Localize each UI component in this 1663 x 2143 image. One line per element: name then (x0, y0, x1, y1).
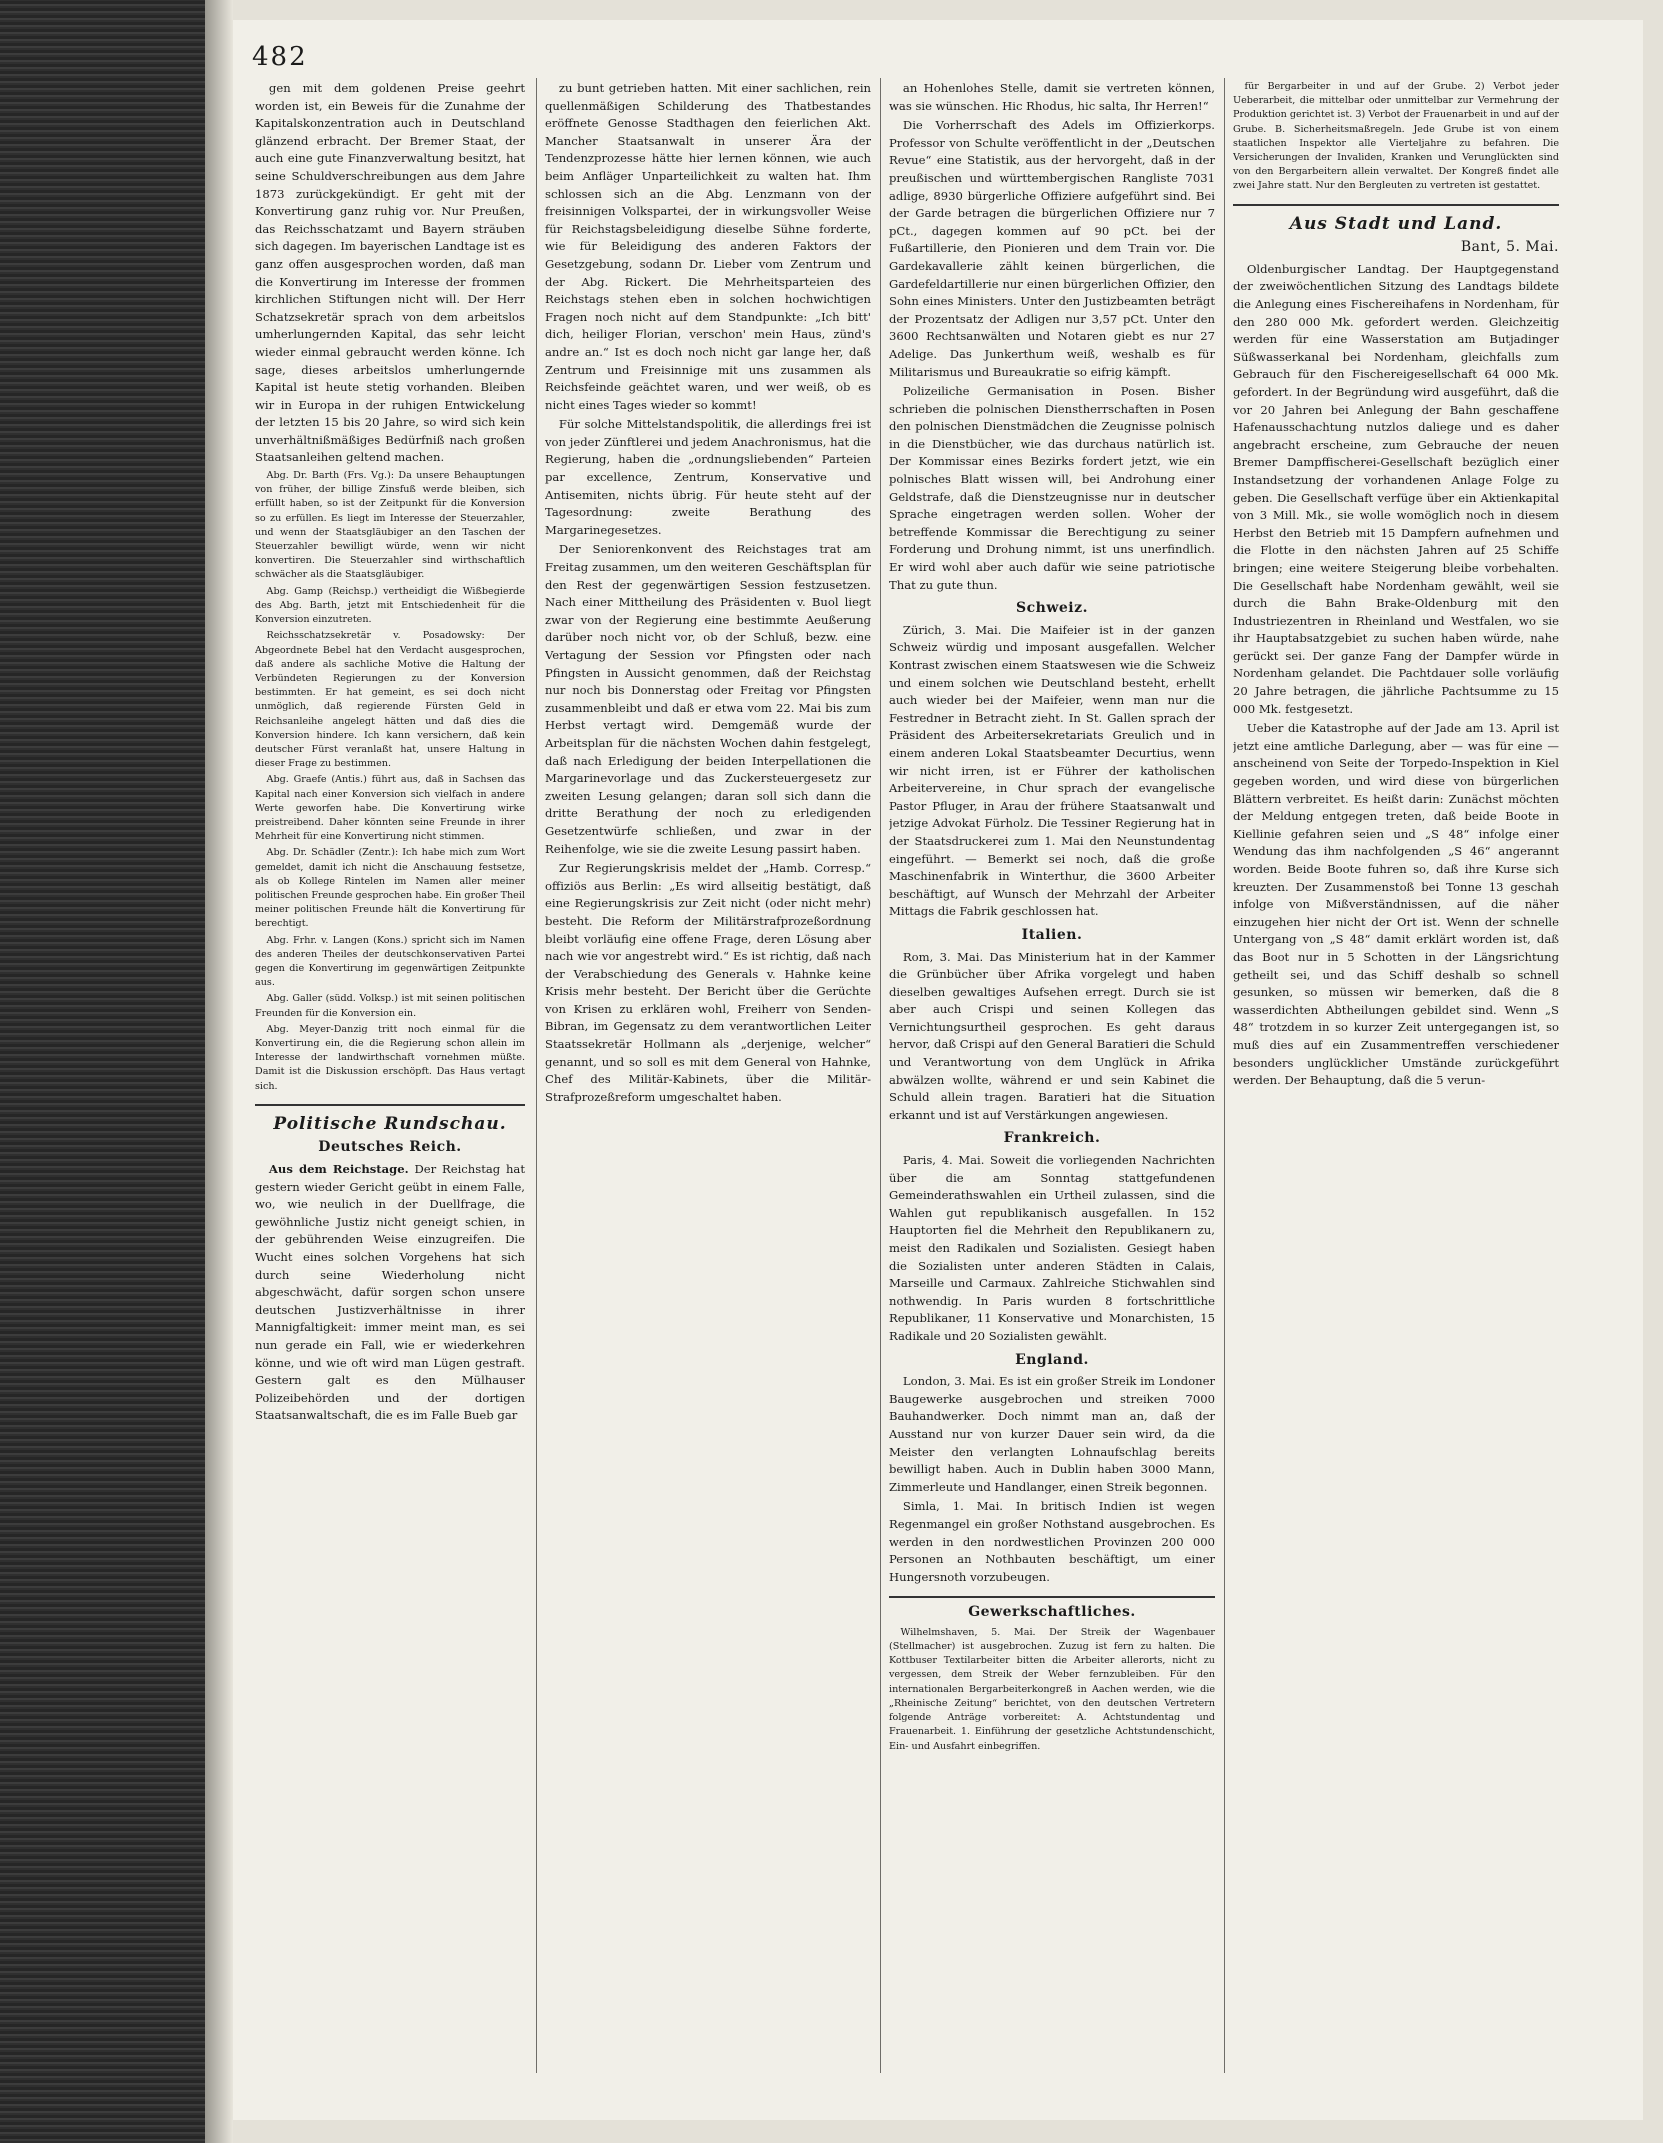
col1-lead-paragraph (255, 1161, 525, 1425)
col2-paragraph: Zur Regierungskrisis meldet der „Hamb. Corresp.“ offiziös aus Berlin: „Es wird allseitig bestätigt, daß eine Regierungskrisis zur Zeit nicht (oder nicht mehr) besteht. Die Reform der Militärstrafprozeßordnung bleibt vorläufig eine offene Frage, deren Lösung aber nach wie vor angestrebt wird.“ Es ist richtig, daß nach der Verabschiedung des Generals v. Hahnke keine Krisis mehr besteht. Der Bericht über die Gerüchte von Krisen zu erklären wohl, Freiherr von Senden-Bibran, im Gegensatz zu dem verantwortlichen Leiter Staatssekretär Hollmann als „derjenige, welcher“ genannt, und so soll es mit dem General von Hahnke, Chef des Militär-Kabinets, über die Militär-Strafprozeßreform umgeschaltet haben. (545, 861, 871, 1104)
subsection-title-england: England. (1015, 1351, 1089, 1368)
page-number: 482 (252, 42, 308, 72)
col3-paragraph: Polizeiliche Germanisation in Posen. Bisher schrieben die polnischen Dienstherrschaften in Posen den polnischen Dienstmädchen die Zeugnisse polnisch in die Dienstbücher, wie das durchaus natürlich ist. Der Kommissar eines Bezirks fordert jetzt, wie ein polnisches Blatt wissen will, bei Androhung einer Geldstrafe, daß die Dienstzeugnisse nur in deutscher Sprache eingetragen werden sollen. Woher der betreffende Kommissar die Berechtigung zu seiner Forderung und Drohung nimmt, ist uns unerfindlich. Er wird wohl aber auch dafür wie seine patriotische That zu gute thun. (889, 384, 1215, 592)
section-title-politische-rundschau: Politische Rundschau. (273, 1113, 507, 1134)
column-rule (1224, 78, 1225, 2073)
lead-text: Aus dem Reichstage. (268, 1161, 409, 1176)
section-title-aus-stadt-und-land: Aus Stadt und Land. (1289, 213, 1503, 234)
col3-paragraph: Wilhelmshaven, 5. Mai. Der Streik der Wagenbauer (Stellmacher) ist ausgebrochen. Zuzug ist fern zu halten. Die Kottbuser Textilarbeiter bitten die Arbeiter allerorts, nicht zu vergessen, dem Streik der Weber fernzubleiben. Für den internationalen Bergarbeiterkongreß in Aachen werden, wie die „Rheinische Zeitung“ berichtet, von den deutschen Vertretern folgende Anträge vorbereitet: A. Achtstundentag und Frauenarbeit. 1. Einführung der gesetzliche Achtstundenschicht, Ein- und Ausfahrt einbegriffen. (889, 1626, 1215, 1752)
col1-paragraph: Abg. Galler (südd. Volksp.) ist mit seinen politischen Freunden für die Konversion ein. (255, 993, 525, 1019)
column-1 (255, 80, 525, 2070)
column-2 (545, 80, 871, 2070)
binding-shadow (205, 0, 233, 2143)
subsection-title-italien: Italien. (1021, 926, 1083, 943)
col3-paragraph: Zürich, 3. Mai. Die Maifeier ist in der ganzen Schweiz würdig und imposant ausgefallen. Welcher Kontrast zwischen einem Staatswesen wie die Schweiz und einem solchen wie Deutschland besteht, erhellt auch wieder bei der Maifeier, wenn man nur die Festredner in Betracht zieht. In St. Gallen sprach der Präsident des Arbeitersekretariats Greulich und in einem anderen Lokal Staatsbeamter Decurtius, wenn wir nicht irren, ist er Führer der katholischen Arbeitervereine, in Chur sprach der evangelische Pastor Pfluger, in Arau der frühere Staatsanwalt und jetzige Advokat Fürholz. Die Tessiner Regierung hat in der Staatsdruckerei zum 1. Mai den Neunstundentag eingeführt. — Bemerkt sei noch, daß die große Maschinenfabrik in Winterthur, die 3600 Arbeiter beschäftigt, auf Wunsch der Mehrzahl der Arbeiter Mittags die Fabrik geschlossen hat. (889, 622, 1215, 919)
col4-paragraph: Ueber die Katastrophe auf der Jade am 13. April ist jetzt eine amtliche Darlegung, aber — was für eine — anscheinend von Seite der Torpedo-Inspektion in Kiel gegeben worden, und wird diese von bürgerlichen Blättern verbreitet. Es heißt darin: Zunächst möchten der Meldung entgegen treten, daß beide Boote in Kiellinie gefahren seien und „S 48“ infolge einer Wendung das ihm nachfolgenden „S 46“ angerannt worden. Beide Boote fuhren so, daß ihre Kurse sich kreuzten. Der Zusammenstoß bei Tonne 13 geschah infolge von Mißverständnissen, auf die näher einzugehen hier nicht der Ort ist. Wenn der schnelle Untergang von „S 48“ damit erklärt worden ist, daß das Boot nur in 5 Schotten in der Längsrichtung getheilt sei, und das Schiff deshalb so schnell gesunken, so müssen wir bemerken, daß die 8 wasserdichten Abtheilungen gebildet sind. Wenn „S 48“ trotzdem in so kurzer Zeit untergegangen ist, so muß dies auf ein Zusammentreffen verschiedener besonders unglücklicher Umstände zurückgeführt werden. Der Behauptung, daß die 5 verun- (1233, 721, 1559, 1088)
col4-paragraph: für Bergarbeiter in und auf der Grube. 2) Verbot jeder Ueberarbeit, die mittelbar oder unmittelbar zur Vermehrung der Produktion gerichtet ist. 3) Verbot der Frauenarbeit in und auf der Grube. B. Sicherheitsmaßregeln. Jede Grube ist von einem staatlichen Inspektor alle Vierteljahre zu befahren. Die Versicherungen der Invaliden, Kranken und Verunglückten sind von den Bergarbeitern allein verwaltet. Der Kongreß findet alle zwei Jahre statt. Nur den Bergleuten zu vertreten ist gestattet. (1233, 81, 1559, 192)
col4-paragraph: Oldenburgischer Landtag. Der Hauptgegenstand der zweiwöchentlichen Sitzung des Landtags bildete die Anlegung eines Fischereihafens in Nordenham, für den 280 000 Mk. gefordert werden. Gleichzeitig werden für eine Wasserstation am Butjadinger Süßwasserkanal bei Nordenham, gleichfalls zum Gebrauch für den Fischereigesellschaft 64 000 Mk. gefordert. In der Begründung wird ausgeführt, daß die vor 20 Jahren bei Anlegung der Bahn geschaffene Hafenausschachtung nutzlos daliege und es daher angebracht erscheine, zum Gebrauche der neuen Bremer Dampffischerei-Gesellschaft bezüglich einer Instandsetzung der vorhandenen Anlage Folge zu geben. Die Gesellschaft verfüge über ein Aktienkapital von 3 Mill. Mk., sie wolle womöglich noch in diesem Herbst den Betrieb mit 15 Dampfern aufnehmen und die Flotte in den nächsten Jahren auf 25 Schiffe bringen; eine weitere Steigerung bleibe vorbehalten. Die Gesellschaft habe Nordenham gewählt, weil sie durch die Bahn Brake-Oldenburg mit den Industriezentren in Rheinland und Westfalen, wo sie ihr Hauptabsatzgebiet zu suchen haben würde, nahe gerückt sei. Der ganze Fang der Dampfer würde in Nordenham gelandet. Die Pachtdauer solle vorläufig 20 Jahre betragen, die jährliche Pachtsumme zu 15 000 Mk. festgesetzt. (1233, 261, 1559, 716)
subsection-title-gewerkschaftliches: Gewerkschaftliches. (968, 1604, 1136, 1621)
col1-paragraph: Abg. Gamp (Reichsp.) vertheidigt die Wißbegierde des Abg. Barth, jetzt mit Entschiedenheit für die Konversion einzutreten. (255, 585, 525, 626)
column-rule (536, 78, 537, 2073)
lead-body: Der Reichstag hat gestern wieder Gericht geübt in einem Falle, wo, wie neulich in der Duellfrage, die gewöhnliche Justiz nicht geneigt schien, in der gebührenden Weise einzugreifen. Die Wucht eines solchen Vorgehens hat sich durch seine Wiederholung nicht abgeschwächt, dafür sorgen schon unsere deutschen Justizverhältnisse in ihrer Mannigfaltigkeit: immer meint man, es sei nun gerade ein Fall, wie er wiederkehren könne, und wie oft wird man Lügen gestraft. Gestern galt es den Mülhauser Polizeibehörden und der dortigen Staatsanwaltschaft, die es im Falle Bueb gar (255, 1161, 525, 1423)
section-divider (889, 1596, 1215, 1598)
col1-paragraph: Abg. Dr. Schädler (Zentr.): Ich habe mich zum Wort gemeldet, damit ich nicht die Anschauung festsetze, als ob Kollege Rintelen im Namen aller meiner politischen Freunde gesprochen habe. Ein großer Theil meiner politischen Freunde hält die Konvertirung für berechtigt. (255, 847, 525, 930)
section-divider (255, 1104, 525, 1106)
col1-paragraph: Abg. Graefe (Antis.) führt aus, daß in Sachsen das Kapital nach einer Konversion sich vielfach in andere Werte geworfen habe. Die Konvertirung wirke preistreibend. Daher könnten seine Freunde in ihrer Mehrheit für eine Konvertirung nicht stimmen. (255, 774, 525, 843)
col3-paragraph: Rom, 3. Mai. Das Ministerium hat in der Kammer die Grünbücher über Afrika vorgelegt und haben dieselben gewaltiges Aufsehen erregt. Durch sie ist aber auch Crispi und seinen Kollegen das Vernichtungsurtheil gesprochen. Es geht daraus hervor, daß Crispi auf den General Baratieri die Schuld und Verantwortung von dem Unglück in Afrika abwälzen wollte, während er und sein Kabinet die Schuld allein tragen. Baratieri hat die Situation erkannt und ist auf Verstärkungen angewiesen. (889, 949, 1215, 1122)
subsection-title-deutsches-reich: Deutsches Reich. (318, 1139, 462, 1156)
col1-paragraph: Abg. Meyer-Danzig tritt noch einmal für die Konvertirung ein, die die Regierung schon allein im Interesse der landwirthschaft vornehmen müßte. Damit ist die Diskussion erschöpft. Das Haus vertagt sich. (255, 1023, 525, 1092)
column-4 (1233, 80, 1559, 2070)
col1-paragraph: gen mit dem goldenen Preise geehrt worden ist, ein Beweis für die Zunahme der Kapitalskonzentration auch in Deutschland glänzend erbracht. Der Bremer Staat, der auch eine gute Finanzverwaltung besitzt, hat seine Schuldverschreibungen aus dem Jahre 1873 zurückgekündigt. Er geht mit der Konvertirung ganz ruhig vor. Nur Preußen, das Reichsschatzamt und Bayern sträuben sich dagegen. Im bayerischen Landtage ist es ganz offen ausgesprochen worden, daß man die Konvertirung im Interesse der frommen kirchlichen Stiftungen nicht will. Der Herr Schatzsekretär sprach von dem arbeitslos umherlungernden Kapital, das sehr leicht wieder einmal gebraucht werden könne. Ich sage, dieses arbeitslos umherlungernde Kapital ist heute stetig vorhanden. Bleiben wir in Europa in der ruhigen Entwickelung der letzten 15 bis 20 Jahre, so wird sich kein unverhältnißmäßiges Bedürfniß nach großen Staatsanleihen geltend machen. (255, 81, 525, 465)
col1-paragraph: Abg. Dr. Barth (Frs. Vg.): Da unsere Behauptungen von früher, der billige Zinsfuß werde bleiben, sich erfüllt haben, so ist der Zeitpunkt für die Konversion so zu erfüllen. Es liegt im Interesse der Steuerzahler, und wenn der Staatsgläubiger an den Taschen der Steuerzahler bewilligt würde, wenn wir nicht konvertiren. Die Steuerzahler sind wirthschaftlich schwächer als die Staatsgläubiger. (255, 470, 525, 581)
subsection-title-frankreich: Frankreich. (1003, 1130, 1101, 1147)
col2-paragraph: zu bunt getrieben hatten. Mit einer sachlichen, rein quellenmäßigen Schilderung des Thatbestandes eröffnete Genosse Stadthagen den feierlichen Akt. Mancher Staatsanwalt in unserer Ära der Tendenzprozesse hätte hier lernen können, wie auch beim Anfläger Unparteilichkeit zu walten hat. Ihm schlossen sich an die Abg. Lenzmann von der freisinnigen Volkspartei, der in wirkungsvoller Weise für Reichstagsbeleidigung dieselbe Sühne forderte, wie für Beleidigung des anderen Faktors der Gesetzgebung, sodann Dr. Lieber vom Zentrum und der Abg. Rickert. Die Mehrheitsparteien des Reichstags stehen eben in solchen hochwichtigen Fragen noch nicht auf dem Standpunkte: „Ich bitt' dich, heiliger Florian, verschon' mein Haus, zünd's andre an.“ Ist es doch noch nicht gar lange her, daß Zentrum und Freisinnige mit uns zusammen als Reichsfeinde geächtet waren, und wer weiß, ob es nicht eines Tages wieder so kommt! (545, 81, 871, 412)
book-binding (0, 0, 205, 2143)
col3-paragraph: an Hohenlohes Stelle, damit sie vertreten können, was sie wünschen. Hic Rhodus, hic salta, Ihr Herren!“ (889, 81, 1215, 113)
column-3 (889, 80, 1215, 2070)
section-divider (1233, 204, 1559, 206)
col3-paragraph: Die Vorherrschaft des Adels im Offizierkorps. Professor von Schulte veröffentlicht in der „Deutschen Revue“ eine Statistik, aus der hervorgeht, daß in der preußischen und württembergischen Rangliste 7031 adlige, 8930 bürgerliche Offiziere aufgeführt sind. Bei der Garde betragen die bürgerlichen Offiziere nur 7 pCt., dagegen kommen auf 90 pCt. bei der Fußartillerie, den Pionieren und dem Train vor. Die Gardekavallerie zählt keinen bürgerlichen, die Gardefeldartillerie nur einen bürgerlichen Offizier, den Sohn eines Ministers. Unter den Justizbeamten beträgt der Prozentsatz der Adligen nur 3,57 pCt. Unter den 3600 Rechtsanwälten und Notaren giebt es nur 27 Adelige. Das Junkerthum weiß, weshalb es für Militarismus und Bureaukratie so eifrig kämpft. (889, 118, 1215, 379)
col2-paragraph: Für solche Mittelstandspolitik, die allerdings frei ist von jeder Zünftlerei und jedem Anachronismus, hat die Regierung, haben die „ordnungsliebenden“ Parteien par excellence, Zentrum, Konservative und Antisemiten, nichts übrig. Für heute steht auf der Tagesordnung: zweite Berathung des Margarinegesetzes. (545, 417, 871, 537)
col2-paragraph: Der Seniorenkonvent des Reichstages trat am Freitag zusammen, um den weiteren Geschäftsplan für den Rest der gegenwärtigen Session festzusetzen. Nach einer Mittheilung des Präsidenten v. Buol liegt zwar von der Regierung eine bestimmte Aeußerung darüber noch nicht vor, ob der Schluß, bezw. eine Vertagung der Session vor Pfingsten oder nach Pfingsten in Aussicht genommen, daß der Reichstag nur noch bis Donnerstag oder Freitag vor Pfingsten zusammenbleibt und daß er etwa vom 22. Mai bis zum Herbst vertagt wird. Demgemäß wurde der Arbeitsplan für die nächsten Wochen dahin festgelegt, daß nach Erledigung der beiden Interpellationen die Margarinevorlage und das Zuckersteuergesetz zur zweiten Lesung gelangen; daran soll sich dann die dritte Berathung der noch zu erledigenden Gesetzentwürfe schließen, und zwar in der Reihenfolge, wie sie die zweite Lesung passirt haben. (545, 542, 871, 856)
subsection-title-schweiz: Schweiz. (1016, 600, 1088, 617)
col3-paragraph: Simla, 1. Mai. In britisch Indien ist wegen Regenmangel ein großer Nothstand ausgebrochen. Es werden in den nordwestlichen Provinzen 200 000 Personen an Nothbauten beschäftigt, um einer Hungersnoth vorzubeugen. (889, 1499, 1215, 1584)
col3-paragraph: London, 3. Mai. Es ist ein großer Streik im Londoner Baugewerke ausgebrochen und streiken 7000 Bauhandwerker. Doch nimmt man an, daß der Ausstand nur von kurzer Dauer sein wird, da die Meister den verlangten Lohnaufschlag bereits bewilligt haben. Auch in Dublin haben 3000 Mann, Zimmerleute und Handlanger, einen Streik begonnen. (889, 1374, 1215, 1494)
col1-paragraph: Reichsschatzsekretär v. Posadowsky: Der Abgeordnete Bebel hat den Verdacht ausgesprochen, daß andere als sachliche Motive die Haltung der Verbündeten Regierungen zu der Konversion bestimmten. Er hat gemeint, es sei doch nicht unmöglich, daß regierende Fürsten Geld in Reichsanleihe angelegt hätten und daß dies die Konversion hindere. Ich kann versichern, daß kein deutscher Fürst veranlaßt hat, unsere Haltung in dieser Frage zu bestimmen. (255, 630, 525, 770)
dateline: Bant, 5. Mai. (1460, 239, 1559, 256)
col3-paragraph: Paris, 4. Mai. Soweit die vorliegenden Nachrichten über die am Sonntag stattgefundenen Gemeinderathswahlen ein Urtheil zulassen, sind die Wahlen gut republikanisch ausgefallen. In 152 Hauptorten fiel die Mehrheit den Republikanern zu, meist den Radikalen und Sozialisten. Gesiegt haben die Sozialisten unter anderen Städten in Calais, Marseille und Carmaux. Zahlreiche Stichwahlen sind nothwendig. In Paris wurden 8 fortschrittliche Republikaner, 11 Konservative und Monarchisten, 15 Radikale und 20 Sozialisten gewählt. (889, 1153, 1215, 1343)
column-rule (880, 78, 881, 2073)
col1-paragraph: Abg. Frhr. v. Langen (Kons.) spricht sich im Namen des anderen Theiles der deutschkonservativen Partei gegen die Konvertirung im gegenwärtigen Zeitpunkte aus. (255, 934, 525, 989)
